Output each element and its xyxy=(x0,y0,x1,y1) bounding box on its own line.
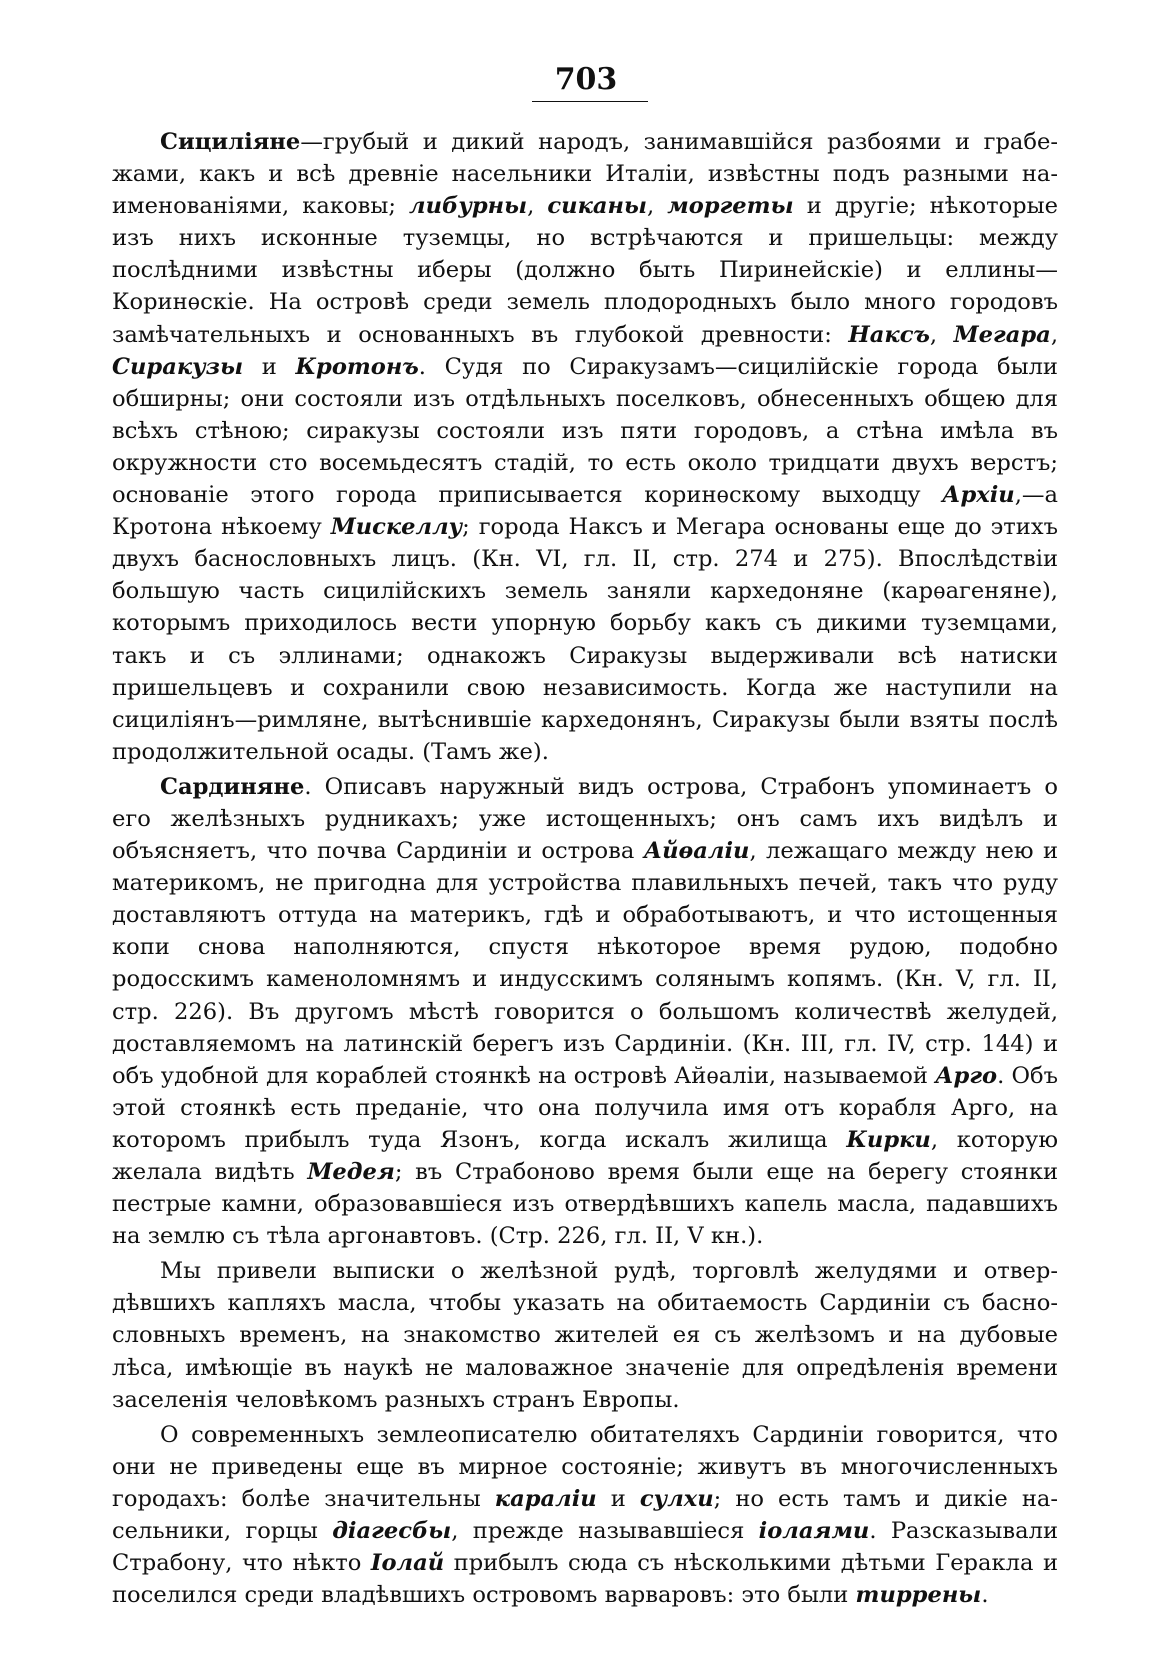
italic-name: Архiи xyxy=(942,482,1015,509)
text-run: жами, какъ и всѣ древнiе насельники Италiи, извѣстны подъ разными на xyxy=(112,161,1058,188)
text-run: , xyxy=(527,193,548,220)
italic-name: моргеты xyxy=(667,193,794,220)
italic-name: Сиракузы xyxy=(112,353,244,380)
text-run: среди земель плодородныхъ было много городовъ замѣчательныхъ и осно xyxy=(112,289,1058,348)
italic-name: Наксъ xyxy=(848,321,930,348)
text-run: именованiями, каковы; xyxy=(112,193,410,220)
text-run: , xyxy=(646,193,668,220)
text-run: городахъ: болѣе значительны xyxy=(112,1485,495,1512)
page-number: 703 xyxy=(554,62,618,97)
text-run: , xyxy=(929,321,954,348)
text-run: . Разсказывали xyxy=(869,1518,1059,1545)
text-run: , прежде называвшiеся xyxy=(451,1518,759,1545)
text-run: изъ пяти городовъ, а стѣна имѣла въ окружности сто восемьдесятъ стадiй, xyxy=(112,417,1059,476)
italic-name: сулхи xyxy=(639,1485,714,1512)
text-run: объясняетъ, что почва Сардинiи и острова xyxy=(112,838,644,865)
text-run: , лежащаго между нею xyxy=(749,838,1043,865)
text-run: нихъ исконные туземцы, но встрѣчаются и пришельцы: между послѣдними xyxy=(112,225,1058,284)
text-run: наступили на сицилiянъ—римляне, вытѣснившiе кархедонянъ, Сиракузы были xyxy=(112,674,1058,733)
text-run: стр. 226). Въ другомъ мѣстѣ говорится о большомъ количествѣ желудей, xyxy=(112,998,1058,1025)
text-run: и xyxy=(243,353,296,380)
italic-name: тиррены xyxy=(855,1582,982,1609)
text-run: ванныхъ въ глубокой древности: xyxy=(413,321,849,348)
text-run: ныхъ поселковъ, обнесенныхъ общею для всѣхъ стѣною; сиракузы состояли xyxy=(112,385,1059,444)
text-run: коринѳскому выходцу xyxy=(644,482,943,509)
text-run: сельники, горцы xyxy=(112,1518,333,1545)
text-run: вали всѣ натиски пришельцевъ и сохранили свою независимость. Когда же xyxy=(112,642,1058,701)
text-run: пестрые камни, образовавшiеся изъ отвердѣвшихъ капель масла, падавшихъ xyxy=(112,1191,1058,1218)
text-run: Страбону, что нѣкто xyxy=(112,1550,371,1577)
italic-name: Медея xyxy=(307,1159,395,1185)
italic-name: сиканы xyxy=(547,193,647,220)
text-run: Объ этой стоянкѣ есть преданiе, что она получила имя отъ корабля Арго, xyxy=(112,1062,1059,1121)
paragraph xyxy=(112,771,1058,1252)
text-run: и материкомъ, не пригодна для устройства плавильныхъ печей, такъ что xyxy=(112,838,1058,897)
text-run: и Мегара основаны еще до этихъ двухъ баснословныхъ лицъ. (Кн. VI, гл. II, xyxy=(112,514,1058,573)
text-run: стр. 274 и 275). Впослѣдствiи большую часть сицилiйскихъ земель заняли xyxy=(112,546,1059,605)
text-run: желала видѣть xyxy=(112,1159,308,1185)
text-run: ; но есть тамъ и дикiе на xyxy=(713,1485,1058,1512)
text-run: то есть около тридцати двухъ верстъ; основанiе этого города приписывается xyxy=(112,449,1058,509)
text-run: родосскимъ каменоломнямъ и индусскимъ солянымъ копямъ. (Кн. V, гл. II, xyxy=(112,966,1058,993)
header-rule xyxy=(532,101,648,102)
italic-name: либурны xyxy=(409,193,528,220)
italic-name: дiагесбы xyxy=(332,1518,452,1545)
text-run: не приведены еще въ мирное состоянiе; живутъ въ многочисленныхъ xyxy=(169,1453,1058,1480)
italic-name: каралiи xyxy=(494,1485,597,1512)
text-run: на землю съ тѣла аргонавтовъ. (Стр. 226, гл. II, V кн.). xyxy=(112,1223,764,1250)
text-run: , xyxy=(1050,321,1059,348)
text-run: . Судя xyxy=(418,353,523,380)
italic-name: Арго xyxy=(935,1062,998,1089)
text-run: о его желѣзныхъ рудникахъ; уже истощенныхъ; онъ самъ ихъ видѣлъ и xyxy=(112,773,1058,832)
text-run: ; города Наксъ xyxy=(462,514,652,541)
paragraph-term: Сицилiяне xyxy=(160,129,301,155)
text-run: . xyxy=(997,1062,1012,1089)
italic-name: Айѳалiи xyxy=(643,838,750,865)
italic-name: iолаями xyxy=(758,1518,870,1545)
text-run: и поселился среди владѣвшихъ островомъ варваровъ: это были xyxy=(112,1550,1058,1609)
italic-name: Кротонъ xyxy=(295,353,419,380)
text-run: руду доставляютъ оттуда на материкъ, гдѣ и обработываютъ, и что исто xyxy=(112,870,1058,929)
text-run: щенныя копи снова наполняются, спустя нѣкоторое время рудою, подобно xyxy=(112,902,1058,961)
text-run: ,—а Кротона нѣкоему xyxy=(112,482,1058,541)
text-run: и другiе; нѣкоторые изъ xyxy=(112,193,1058,252)
italic-name: Мегара xyxy=(953,321,1051,348)
paragraph-term: Сардиняне xyxy=(160,773,305,800)
text-run: по Сиракузамъ—сицилiйскiе города были обширны; они состояли изъ отдѣль xyxy=(112,353,1058,412)
paragraph xyxy=(112,1419,1058,1612)
text-run: заселенiя человѣкомъ разныхъ странъ Европы. xyxy=(112,1386,680,1413)
text-run: и xyxy=(596,1485,640,1512)
text-run: съ дикими туземцами, такъ и съ эллинами; однакожъ Сиракузы выдержи xyxy=(112,610,1058,669)
text-run: и объ удобной для кораблей стоянкѣ на островѣ Айѳалiи, называемой xyxy=(112,1030,1058,1089)
text-run: ; въ Страбоново время были еще на берегу стоянки xyxy=(394,1159,1058,1185)
text-run: лѣса, имѣющiе въ наукѣ не маловажное значенiе для опредѣленiя времени xyxy=(112,1354,1058,1381)
text-run: Мы привели выписки о желѣзной рудѣ, торговлѣ желудями и отвер xyxy=(160,1258,1058,1285)
text-run: дѣвшихъ капляхъ масла, чтобы указать на обитаемость Сардинiи съ басно xyxy=(112,1290,1058,1317)
italic-name: Мискеллу xyxy=(330,514,463,541)
text-run: взяты послѣ продолжительной осады. (Тамъ же). xyxy=(112,706,1058,765)
text-run: —грубый и дикий народъ, занимавшiйся разбоями и грабе xyxy=(300,129,1058,155)
text-run: на которомъ прибылъ туда Язонъ, когда искалъ жилища xyxy=(112,1094,1058,1153)
paragraph xyxy=(112,126,1058,768)
text-run: . xyxy=(981,1582,989,1609)
italic-name: Кирки xyxy=(846,1126,931,1153)
text-run: словныхъ временъ, на знакомство жителей ея съ желѣзомъ и на дубовые xyxy=(112,1322,1058,1349)
text-run: извѣстны иберы (должно быть Пиринейскiе) и еллины—Коринѳскiе. На островѣ xyxy=(112,257,1058,316)
paragraph xyxy=(112,1255,1058,1415)
text-run: прибылъ сюда съ нѣсколькими дѣтьми Геракла xyxy=(444,1550,1043,1577)
text-run: . Описавъ наружный видъ острова, Страбонъ упоминаетъ xyxy=(304,773,1045,800)
text-run: кархедоняне (карѳагеняне), которымъ приходилось вести упорную борьбу какъ xyxy=(112,578,1058,637)
italic-name: Iолай xyxy=(370,1550,445,1577)
text-run: , которую xyxy=(930,1126,1058,1153)
body-text xyxy=(112,126,1058,1611)
text-run: О современныхъ землеописателю обитателяхъ Сардинiи говорится, что они xyxy=(112,1421,1058,1480)
text-run: доставляемомъ на латинскiй берегъ изъ Сардинiи. (Кн. III, гл. IV, стр. 144) xyxy=(112,1030,1043,1057)
